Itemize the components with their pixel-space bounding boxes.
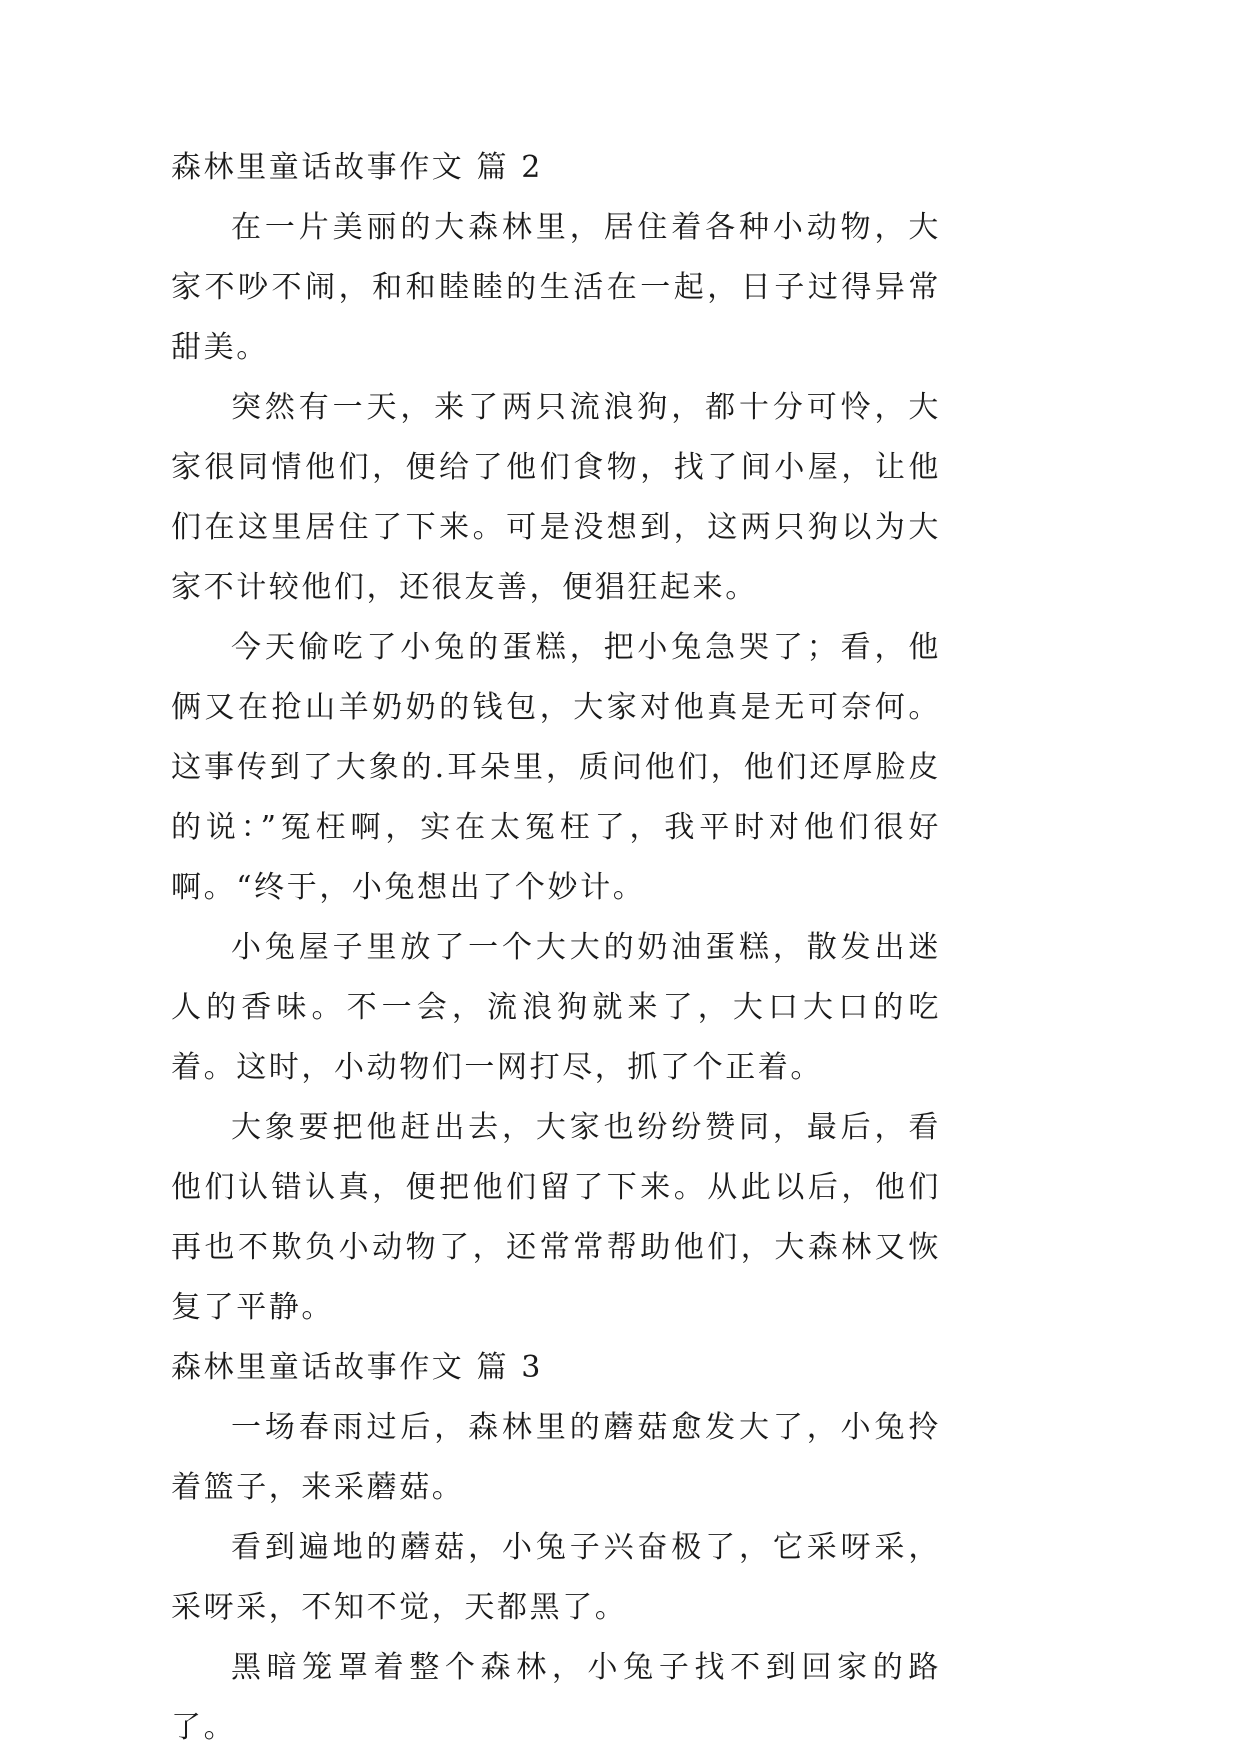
paragraph: 突然有一天，来了两只流浪狗，都十分可怜，大家很同情他们，便给了他们食物，找了间小屋，让他们在这里居住了下来。可是没想到，这两只狗以为大家不计较他们，还很友善，便猖狂起来。 (171, 390, 941, 605)
paragraph: 今天偷吃了小兔的蛋糕，把小兔急哭了；看，他俩又在抢山羊奶奶的钱包，大家对他真是无可奈何。这事传到了大象的.耳朵里，质问他们，他们还厚脸皮的说：”冤枉啊，实在太冤枉了，我平时对他们很好啊。“终于，小兔想出了个妙计。 (171, 630, 941, 905)
section-heading: 森林里童话故事作文 篇 3 (171, 1350, 543, 1385)
document-body (171, 138, 941, 1758)
paragraph: 大象要把他赶出去，大家也纷纷赞同，最后，看他们认错认真，便把他们留了下来。从此以后，他们再也不欺负小动物了，还常常帮助他们，大森林又恢复了平静。 (171, 1110, 941, 1325)
paragraph: 一场春雨过后，森林里的蘑菇愈发大了，小兔拎着篮子，来采蘑菇。 (171, 1410, 941, 1505)
paragraph: 在一片美丽的大森林里，居住着各种小动物，大家不吵不闹，和和睦睦的生活在一起，日子过得异常甜美。 (171, 210, 941, 365)
paragraph: 看到遍地的蘑菇，小兔子兴奋极了，它采呀采，采呀采，不知不觉，天都黑了。 (171, 1530, 941, 1625)
paragraph: 黑暗笼罩着整个森林，小兔子找不到回家的路了。 (171, 1650, 941, 1745)
paragraph: 小兔屋子里放了一个大大的奶油蛋糕，散发出迷人的香味。不一会，流浪狗就来了，大口大口的吃着。这时，小动物们一网打尽，抓了个正着。 (171, 930, 941, 1085)
section-heading: 森林里童话故事作文 篇 2 (171, 150, 543, 185)
